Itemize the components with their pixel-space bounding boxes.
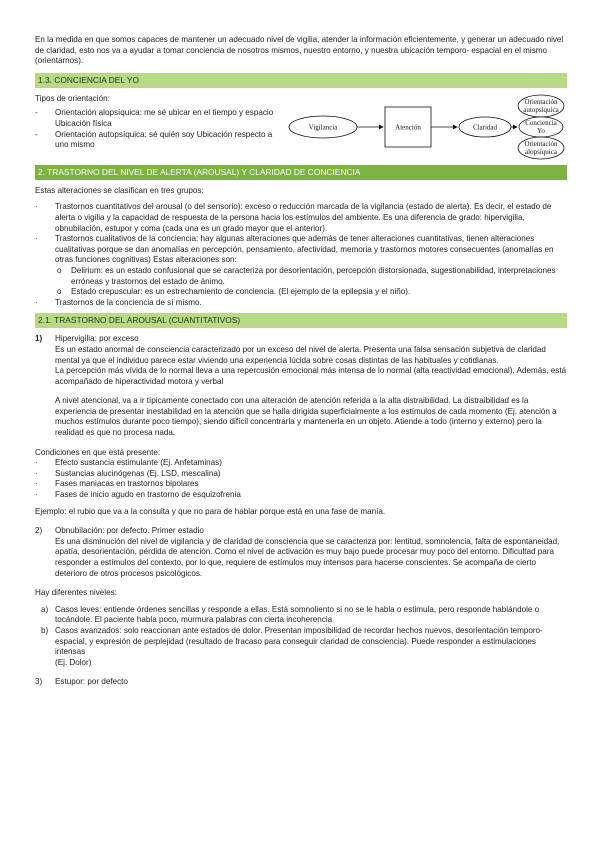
conciencia-label-1: Conciencia [525, 118, 557, 127]
orient-top-label-1: Orientación [524, 97, 558, 106]
orient-bottom-label-2: alopsíquica [525, 147, 557, 156]
list-item [35, 108, 275, 129]
list-item [35, 202, 567, 234]
sec2-sub-1: Delirium: es un estado confusional que se caracteriza por desorientación, percepción distorsionada, sugestionabilidad, interpretaciones erróneas y trastornos del estado de ánimo. [71, 265, 556, 286]
orient-bottom-label-1: Orientación [524, 139, 558, 148]
sec2-item-2: Trastornos cualitativos de la conciencia: hay algunas alteraciones que además de tener alteraciones cuantitativas, tienen alteraciones cualitativas porque se dan anomalías en percepción, pensamiento, afectividad, memoria y trastornos motores consecuentes (anomalías en otras funciones cognitivas) Estas alteraciones son: [55, 234, 554, 265]
section-heading-2-1: 2.1. TRASTORNO DEL AROUSAL (CUANTITATIVOS) [35, 313, 567, 328]
lettered-item [35, 605, 567, 626]
levels-label: Hay diferentes niveles: [35, 588, 117, 598]
dot-bullet: · [35, 234, 38, 244]
item3-title: Estupor: por defecto [55, 677, 128, 687]
dot-bullet: · [35, 479, 38, 489]
dot-bullet: · [35, 490, 38, 500]
item-number: 1) [35, 334, 43, 344]
item1-title: Hipervigilia: por exceso [55, 334, 139, 344]
list-item [35, 234, 567, 266]
list-item [35, 490, 567, 501]
list-item [35, 298, 567, 309]
level-a-text: Casos leves: entiende órdenes sencillas y responde a ellas. Está somnoliento si no se le habla o estimula, pero responde hablándole o tocándole. El paciente habla poco, murmura palabras con cierta incoherencia [55, 604, 540, 625]
orient-top-label-2: autopsíquica [523, 105, 559, 114]
condition-item: Efecto sustancia estimulante (Ej. Anfetaminas) [55, 458, 222, 468]
conditions-label: Condiciones en que está presente: [35, 447, 161, 457]
item1-paragraph-3: A nivel atencional, va a ir típicamente conectado con una alteración de atención referida a la alta distraibilidad. La distraibilidad es la experiencia de presentar inestabilidad en la atención que se halla dirigida superficialmente a los estímulos de cada momento (Ej. atención a muchos estímulos durante poco tiempo), siendo difícil concentrarla y mantenerla en un objeto. Atiende a todo (interno y externo) pero la realidad es que no procesa nada. [55, 396, 557, 438]
sec2-sub-2: Estado crepuscular: es un estrechamiento de conciencia. (El ejemplo de la epilepsia y el niño). [71, 287, 411, 297]
orientation-auto-text: Orientación autopsíquica: sé quién soy Ubicación respecto a uno mismo [55, 129, 273, 150]
dot-bullet: · [35, 202, 38, 212]
circle-bullet: o [57, 265, 62, 275]
dash-bullet: - [35, 108, 38, 118]
vigilancia-label: Vigilancia [308, 123, 338, 132]
item1-paragraph-2: La percepción más vívida de lo normal lleva a una repercusión emocional más intensa de lo normal (alta reactividad emocional). Además, está acompañado de hiperactividad motora y verbal [55, 366, 567, 386]
sec2-item-1: Trastornos cuantitativos del arousal (o del sensorio): exceso o reducción marcada de la vigilancia (estado de alerta). Es decir, el estado de alerta o vigilia y la capacidad de respuesta de la persona hacia los estímulos del ambiente. Es una diferencia de grado: hipervigilia, obnubilación, estupor y coma (cada una es un grado mayor que el anterior). [55, 202, 552, 233]
condition-item: Fases maniacas en trastornos bipolares [55, 479, 199, 489]
intro-paragraph: En la medida en que somos capaces de mantener un adecuado nivel de vigilia, atender la información eficientemente, y generar un adecuado nivel de claridad, esto nos va a ayudar a tomar conciencia de nosotros mismos, nuestro entorno, y nuestra ubicación temporo- espacial en el mismo (orientarnos). [35, 35, 564, 66]
atencion-label: Atención [395, 123, 421, 132]
circle-bullet: o [57, 287, 62, 297]
section-heading-1-3: 1.3. CONCIENCIA DEL YO [35, 73, 567, 88]
dot-bullet: · [35, 458, 38, 468]
orientation-types-label: Tipos de orientación: [35, 93, 110, 103]
item-letter: b) [41, 625, 49, 635]
condition-item: Sustancias alucinógenas (Ej. LSD, mescalina) [55, 468, 221, 478]
document-page [35, 35, 567, 688]
dot-bullet: · [35, 297, 38, 307]
consciousness-diagram [285, 94, 565, 160]
orientation-block [35, 94, 567, 160]
item1-paragraph-1: Es un estado anormal de consciencia caracterizado por un exceso del nivel de alerta. Presenta una falsa sensación subjetiva de claridad mental ya que el individuo parece estar viviendo una experiencia lúcida sobre cosas distintas de las habituales y cotidianas. [55, 344, 546, 365]
level-b-text: Casos avanzados: solo reaccionan ante estados de dolor. Presentan imposibilidad de recordar hechos nuevos, desorientación temporo-espacial, y expresión de perplejidad (resultado de fracaso para conseguir claridad de consciencia). Puede responder a estimulaciones intensas [55, 625, 543, 657]
condition-item: Fases de inicio agudo en trastorno de esquizofrenia [55, 490, 241, 500]
item-number: 3) [35, 677, 43, 687]
list-item [35, 458, 567, 469]
sec2-intro: Estas alteraciones se clasifican en tres grupos: [35, 185, 204, 195]
section-heading-2: 2. TRASTORNO DEL NIVEL DE ALERTA (AROUSAL) Y CLARIDAD DE CONCIENCIA [35, 165, 567, 180]
numbered-item [35, 526, 567, 537]
sec2-item-3: Trastornos de la conciencia de sí mismo. [55, 297, 202, 307]
lettered-item [35, 626, 567, 658]
list-item [35, 130, 275, 151]
claridad-label: Claridad [472, 123, 498, 132]
list-item [35, 469, 567, 480]
sub-list-item [57, 266, 567, 287]
conciencia-label-2: Yo [537, 126, 545, 135]
dash-bullet: - [35, 129, 38, 139]
item-letter: a) [41, 604, 49, 614]
item2-title: Obnubilación: por defecto. Primer estadio [55, 526, 204, 536]
numbered-item [35, 677, 567, 688]
orientation-alo-text: Orientación alopsíquica: me sé ubicar en el tiempo y espacio Ubicación física [55, 108, 274, 128]
sub-list-item [57, 287, 567, 298]
dot-bullet: · [35, 468, 38, 478]
list-item [35, 479, 567, 490]
item2-paragraph-1: Es una disminución del nivel de vigilancia y de claridad de consciencia que se caracteriza por: lentitud, somnolencia, falta de espontaneidad, apatía, desorientación, pérdida de atención. Como el nivel de activación es muy bajo puede procesar muy poco del entorno. Dificultad para responder a estímulos del contexto, por lo que, requiere de estímulos muy intensos para hacerse conscientes. Se acompaña de cierto deterioro de otros procesos psicológicos. [55, 536, 560, 578]
level-b-example: (Ej. Dolor) [55, 657, 92, 667]
numbered-item [35, 334, 567, 345]
item-number: 2) [35, 526, 43, 536]
example-line: Ejemplo: el rubio que va a la consulta y que no para de hablar porque está en una fase de manía. [35, 506, 386, 516]
orientation-list [35, 94, 275, 160]
